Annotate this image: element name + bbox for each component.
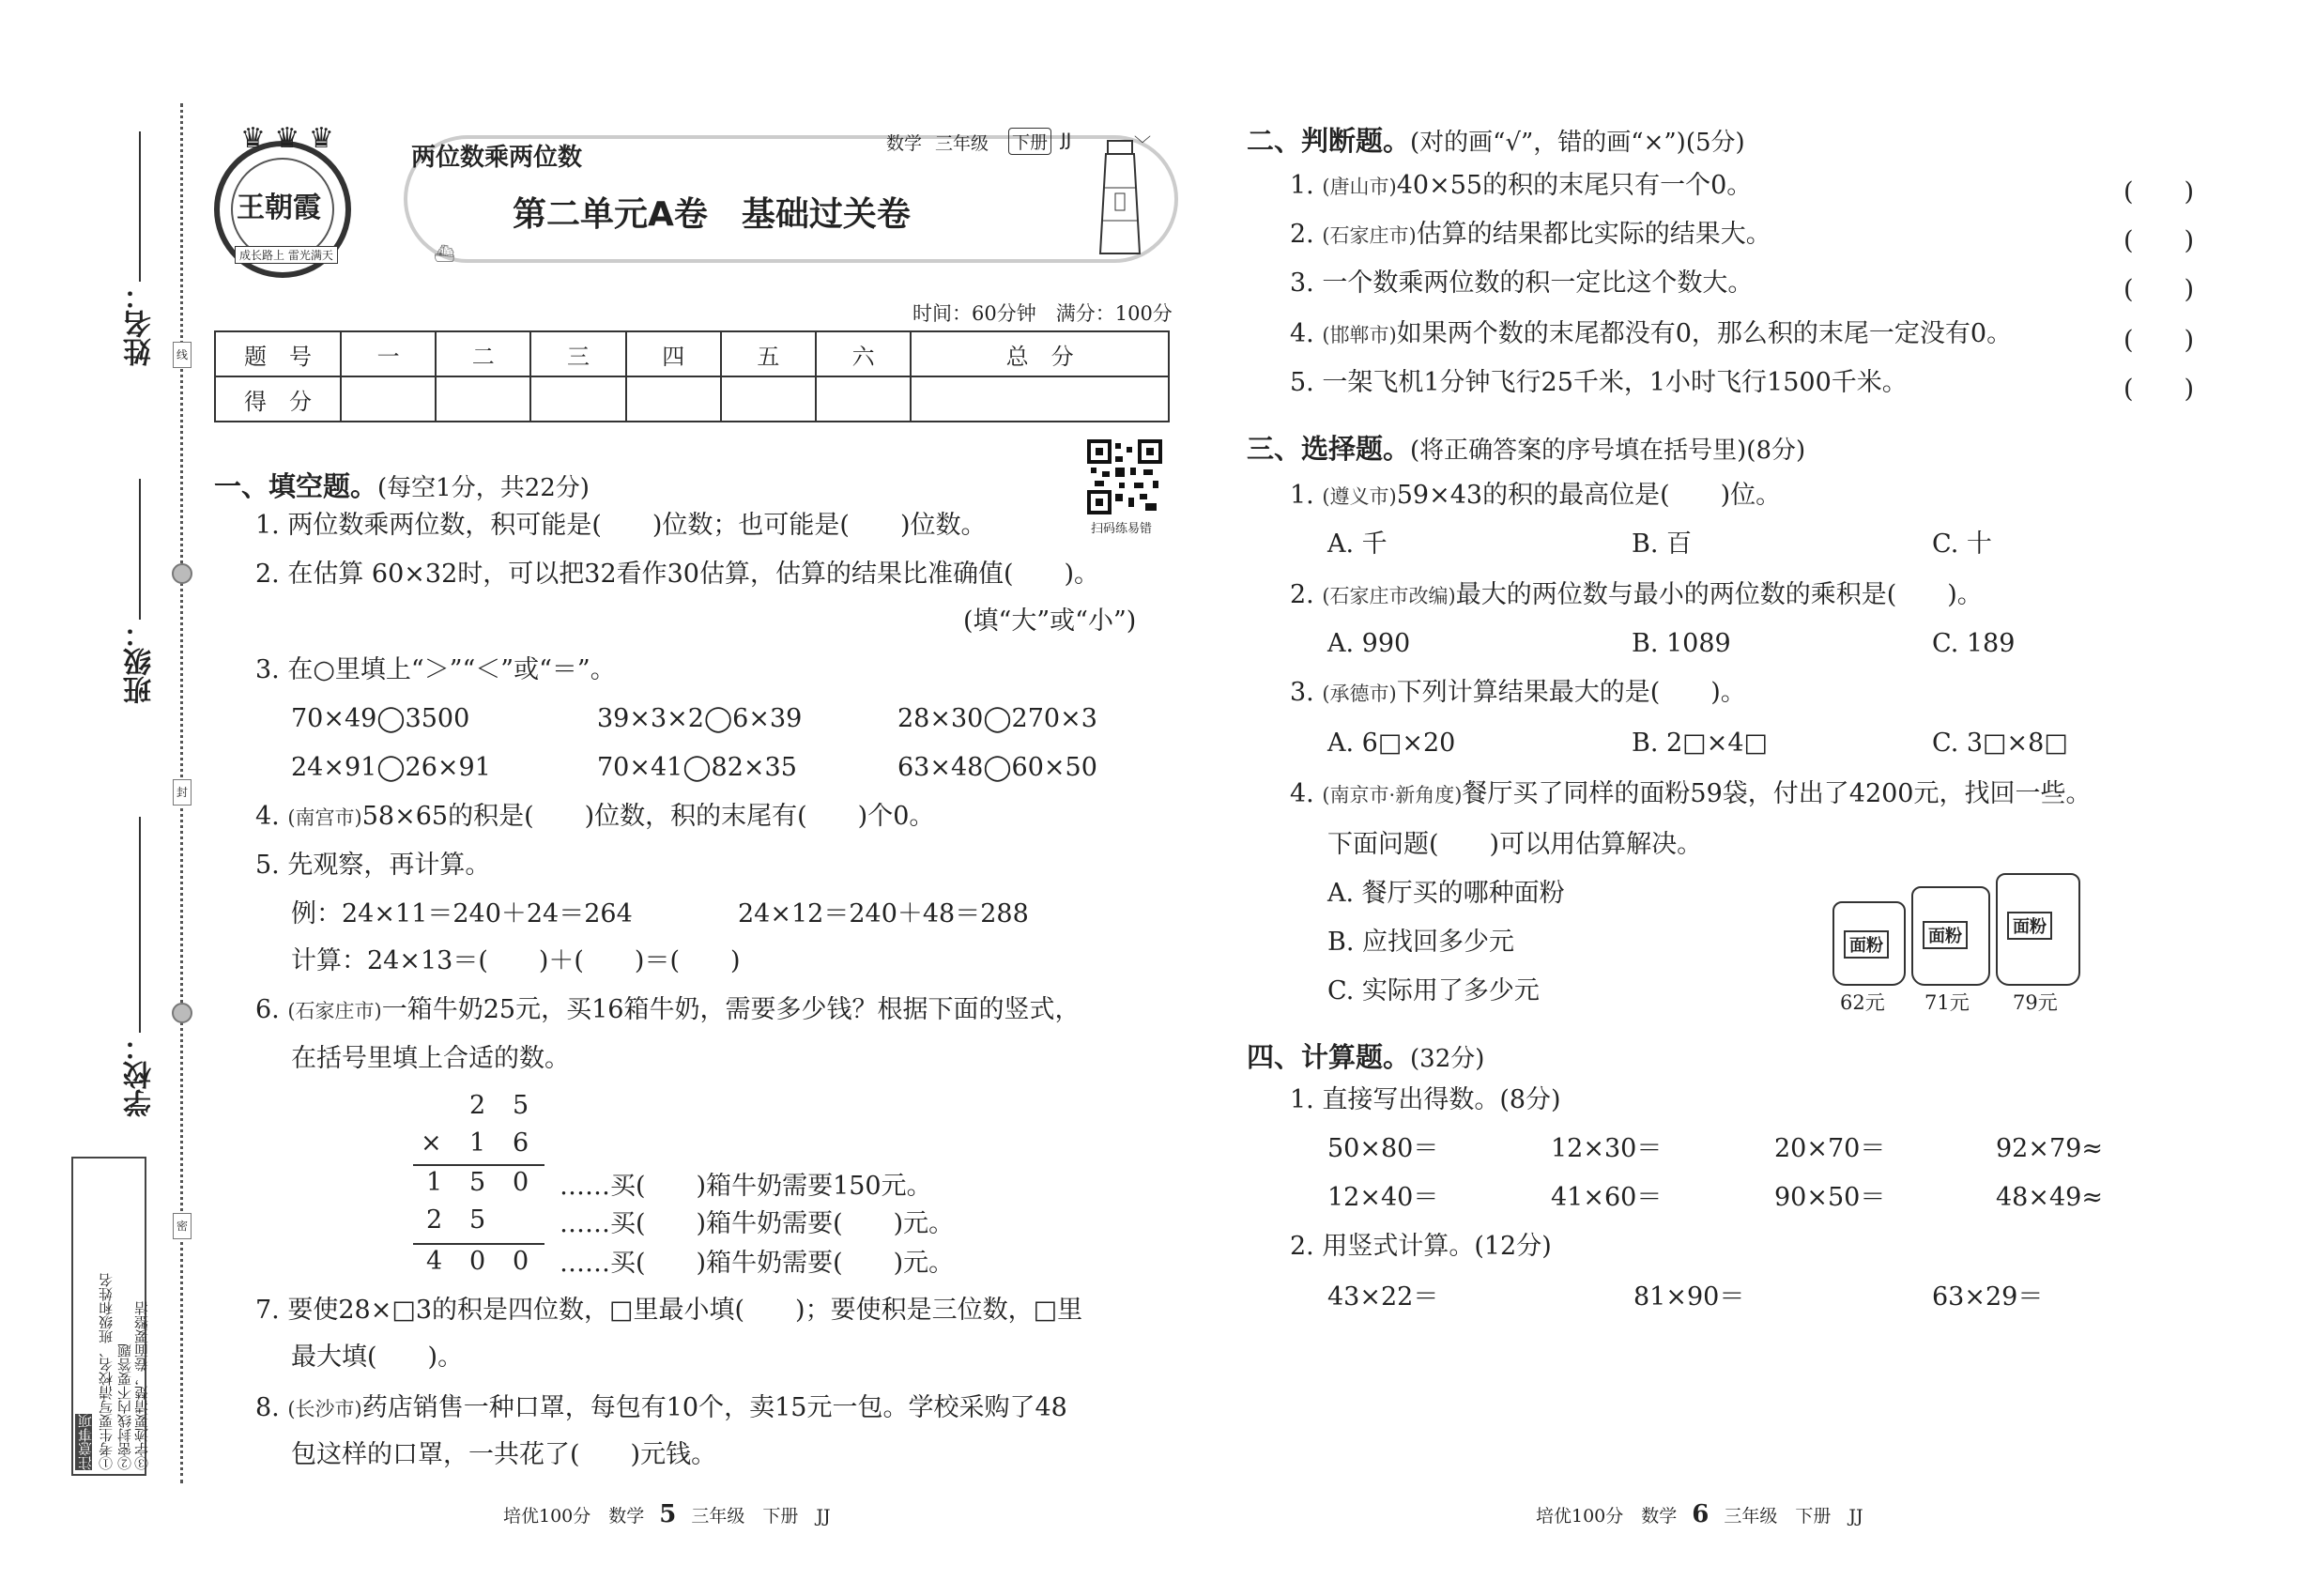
page-title: 第二单元A卷 基础过关卷	[513, 195, 911, 234]
q1-8-text-2: 包这样的口罩，一共花了( )元钱。	[291, 1440, 717, 1469]
q1-5: 5. 先观察，再计算。	[255, 851, 491, 880]
calc-line	[413, 1243, 544, 1245]
logo-crown-icon: ♛ ♛ ♛	[240, 122, 334, 155]
notice-item-1: ①考生要写清校名、班级和姓名	[98, 1273, 115, 1470]
choice-option: A. 990	[1327, 629, 1411, 658]
choice-q4-text-2: 下面问题( )可以用估算解决。	[1327, 830, 1703, 859]
compare-item: 70×49◯3500	[291, 704, 470, 733]
q1-5-example-1: 例：24×11＝240＋24＝264	[291, 899, 633, 928]
judge-item: 2. (石家庄市)估算的结果都比实际的结果大。	[1290, 220, 1771, 249]
class-line	[139, 479, 141, 620]
school-label: 学校：	[124, 1033, 157, 1117]
section-4-note: (32分)	[1410, 1045, 1485, 1073]
flour-bag-price: 79元	[2013, 991, 2058, 1014]
q1-2: 2. 在估算 60×32时，可以把32看作30估算，估算的结果比准确值( )。	[255, 560, 1100, 589]
q1-5-calc: 计算：24×13＝( )＋( )＝( )	[291, 946, 741, 975]
topic-label: 两位数乘两位数	[411, 144, 583, 172]
footer-right: 培优100分 数学 6 三年级 下册 JJ	[1536, 1500, 1863, 1528]
choice-q4: 4. (南京市·新角度)餐厅买了同样的面粉59袋，付出了4200元，找回一些。	[1290, 779, 2092, 808]
score-cell[interactable]	[436, 376, 530, 422]
section-3-title	[1247, 428, 1805, 467]
judge-answer-bracket[interactable]: ( )	[2124, 275, 2195, 304]
judge-item: 3. 一个数乘两位数的积一定比这个数大。	[1290, 269, 1754, 298]
flour-bag-price: 62元	[1840, 991, 1885, 1014]
score-cell[interactable]	[721, 376, 816, 422]
q1-6-line-3: ……买( )箱牛奶需要( )元。	[560, 1249, 955, 1278]
page-number-right: 6	[1692, 1500, 1710, 1528]
seal-char-3: 密	[173, 1213, 192, 1239]
score-table-row	[215, 376, 1169, 422]
q1-7-text-2: 最大填( )。	[291, 1343, 464, 1372]
oral-calc-item: 41×60＝	[1551, 1183, 1663, 1212]
q1-6-text-2: 在括号里填上合适的数。	[291, 1044, 570, 1073]
score-header-cell: 五	[721, 331, 816, 376]
footer-left: 培优100分 数学 5 三年级 下册 JJ	[503, 1500, 831, 1528]
q1-6-line-1: ……买( )箱牛奶需要150元。	[560, 1172, 932, 1201]
calc-digit: 2	[469, 1091, 486, 1120]
score-header-cell: 题 号	[215, 331, 341, 376]
seal-char-1: 线	[173, 342, 192, 368]
choice-q2: 2. (石家庄市改编)最大的两位数与最小的两位数的乘积是( )。	[1290, 580, 1983, 609]
q1-6-text: 一箱牛奶25元，买16箱牛奶，需要多少钱？根据下面的竖式，	[381, 995, 1081, 1024]
calc-digit: 1	[469, 1128, 486, 1158]
calc-digit: 1	[426, 1168, 443, 1197]
notice-box	[71, 1157, 150, 1476]
name-line	[139, 131, 141, 282]
judge-item: 1. (唐山市)40×55的积的末尾只有一个0。	[1290, 171, 1753, 200]
q1-7: 7. 要使28×□3的积是四位数，□里最小填( )；要使积是三位数，□里	[255, 1296, 1083, 1325]
choice-option: C. 十	[1932, 529, 1992, 559]
meta-grade: 三年级	[935, 133, 989, 154]
notice-title: 注意事项	[77, 1414, 94, 1470]
choice-option: B. 百	[1632, 529, 1693, 559]
judge-item: 4. (邯郸市)如果两个数的末尾都没有0，那么积的末尾一定没有0。	[1290, 319, 2013, 348]
q1-6: 6. (石家庄市)一箱牛奶25元，买16箱牛奶，需要多少钱？根据下面的竖式，	[255, 995, 1081, 1024]
qr-caption: 扫码练易错	[1091, 522, 1153, 536]
qr-code-icon[interactable]	[1087, 439, 1162, 514]
compare-item: 24×91◯26×91	[291, 753, 491, 782]
section-1-title	[214, 466, 590, 504]
calc-digit: 5	[469, 1168, 486, 1197]
q1-8-region: (长沙市)	[287, 1398, 362, 1420]
q1-8: 8. (长沙市)药店销售一种口罩，每包有10个，卖15元一包。学校采购了48	[255, 1393, 1067, 1422]
oral-calc-item: 20×70＝	[1774, 1134, 1886, 1163]
flour-bag-price: 71元	[1924, 991, 1970, 1014]
section-2-note: (对的画“√”，错的画“×”)(5分)	[1410, 129, 1745, 157]
oral-calc-item: 12×40＝	[1327, 1183, 1439, 1212]
q1-6-region: (石家庄市)	[287, 1000, 382, 1022]
calc-digit: ×	[421, 1128, 442, 1158]
choice-option: A. 餐厅买的哪种面粉	[1327, 879, 1565, 908]
q1-8-text: 药店销售一种口罩，每包有10个，卖15元一包。学校采购了48	[361, 1393, 1067, 1422]
score-row-label: 得 分	[215, 376, 341, 422]
score-table-header-row	[215, 331, 1169, 376]
q1-3: 3. 在○里填上“＞”“＜”或“＝”。	[255, 655, 616, 684]
judge-answer-bracket[interactable]: ( )	[2124, 375, 2195, 404]
calc-digit: 5	[469, 1205, 486, 1235]
school-line	[139, 817, 141, 1033]
notice-item-2: ②密封线内不要答题	[116, 1343, 133, 1470]
score-cell[interactable]	[911, 376, 1169, 422]
oral-calc-item: 50×80＝	[1327, 1134, 1439, 1163]
judge-answer-bracket[interactable]: ( )	[2124, 177, 2195, 207]
score-header-cell: 二	[436, 331, 530, 376]
calc-digit: 0	[469, 1247, 486, 1276]
judge-item: 5. 一架飞机1分钟飞行25千米，1小时飞行1500千米。	[1290, 368, 1908, 397]
compare-item: 28×30◯270×3	[897, 704, 1097, 733]
section-3-note: (将正确答案的序号填在括号里)(8分)	[1410, 437, 1806, 465]
calc-digit: 0	[513, 1168, 529, 1197]
q1-5-example-2: 24×12＝240＋48＝288	[738, 899, 1029, 928]
calc-digit: 2	[426, 1205, 443, 1235]
logo-ribbon: 成长路上 雷光满天	[235, 246, 338, 264]
judge-answer-bracket[interactable]: ( )	[2124, 226, 2195, 255]
flour-bag-image: 面粉	[1996, 873, 2080, 986]
section-4-title	[1247, 1036, 1484, 1075]
choice-q3: 3. (承德市)下列计算结果最大的是( )。	[1290, 678, 1746, 707]
oral-calc-item: 48×49≈	[1996, 1183, 2103, 1212]
calc-line	[413, 1164, 544, 1166]
q1-4-region: (南宫市)	[287, 806, 362, 829]
flour-bag-image: 面粉	[1832, 901, 1906, 986]
boat-icon: ⛴	[434, 244, 455, 264]
oral-calc-item: 12×30＝	[1551, 1134, 1663, 1163]
calc-digit: 4	[426, 1247, 443, 1276]
q1-4: 4. (南宫市)58×65的积是( )位数，积的末尾有( )个0。	[255, 802, 935, 831]
score-header-cell: 总 分	[911, 331, 1169, 376]
vertical-calc-item: 63×29＝	[1932, 1282, 2044, 1312]
score-cell[interactable]	[816, 376, 911, 422]
choice-option: A. 6□×20	[1327, 729, 1456, 758]
score-header-cell: 六	[816, 331, 911, 376]
judge-answer-bracket[interactable]: ( )	[2124, 326, 2195, 355]
q1-1: 1. 两位数乘两位数，积可能是( )位数；也可能是( )位数。	[255, 511, 987, 540]
calc-digit: 6	[513, 1128, 529, 1158]
score-cell[interactable]	[530, 376, 625, 422]
score-cell[interactable]	[626, 376, 721, 422]
binding-hole-2	[172, 1003, 192, 1023]
section-2-heading: 二、判断题。	[1247, 125, 1411, 157]
compare-item: 70×41◯82×35	[597, 753, 797, 782]
compare-item: 39×3×2◯6×39	[597, 704, 803, 733]
choice-option: B. 2□×4□	[1632, 729, 1769, 758]
score-header-cell: 一	[341, 331, 436, 376]
score-cell[interactable]	[341, 376, 436, 422]
score-header-cell: 四	[626, 331, 721, 376]
seal-char-2: 封	[173, 779, 192, 806]
choice-option: B. 应找回多少元	[1327, 928, 1515, 957]
section-1-note: (每空1分，共22分)	[377, 474, 590, 502]
meta-volume: 下册	[1008, 128, 1051, 155]
score-table	[214, 330, 1170, 422]
calc-digit: 5	[513, 1091, 529, 1120]
logo-text: 王朝霞	[237, 192, 321, 224]
flour-bag-image: 面粉	[1911, 886, 1990, 986]
page-number-left: 5	[659, 1500, 677, 1528]
meta-subject: 数学	[886, 133, 923, 154]
section-2-title	[1247, 120, 1745, 159]
q1-2-hint: (填“大”或“小”)	[963, 606, 1137, 636]
section-3-heading: 三、选择题。	[1247, 433, 1411, 465]
q1-6-line-2: ……买( )箱牛奶需要( )元。	[560, 1209, 955, 1238]
calc-q2: 2. 用竖式计算。(12分)	[1290, 1232, 1552, 1261]
birds-icon: ﹀	[1134, 135, 1151, 155]
choice-option: C. 实际用了多少元	[1327, 976, 1540, 1005]
section-1-heading: 一、填空题。	[214, 470, 378, 502]
notice-item-3: ③字迹要清楚，卷面要整洁	[133, 1301, 150, 1470]
choice-option: C. 3□×8□	[1932, 729, 2068, 758]
meta-edition: JJ	[1061, 130, 1072, 150]
compare-item: 63×48◯60×50	[897, 753, 1097, 782]
choice-option: A. 千	[1327, 529, 1388, 559]
calc-digit: 0	[513, 1247, 529, 1276]
q1-4-text: 58×65的积是( )位数，积的末尾有( )个0。	[361, 802, 935, 831]
choice-option: C. 189	[1932, 629, 2016, 658]
class-label: 班级：	[124, 620, 157, 704]
name-label: 姓名：	[124, 282, 157, 366]
calc-q1: 1. 直接写出得数。(8分)	[1290, 1085, 1561, 1114]
oral-calc-item: 90×50＝	[1774, 1183, 1886, 1212]
score-header-cell: 三	[530, 331, 625, 376]
choice-option: B. 1089	[1632, 629, 1731, 658]
vertical-calc-item: 81×90＝	[1633, 1282, 1745, 1312]
time-info: 时间：60分钟 满分：100分	[912, 302, 1173, 325]
binding-hole-1	[172, 563, 192, 584]
choice-q1: 1. (遵义市)59×43的积的最高位是( )位。	[1290, 481, 1782, 510]
vertical-calc-item: 43×22＝	[1327, 1282, 1439, 1312]
section-4-heading: 四、计算题。	[1247, 1041, 1411, 1073]
oral-calc-item: 92×79≈	[1996, 1134, 2103, 1163]
